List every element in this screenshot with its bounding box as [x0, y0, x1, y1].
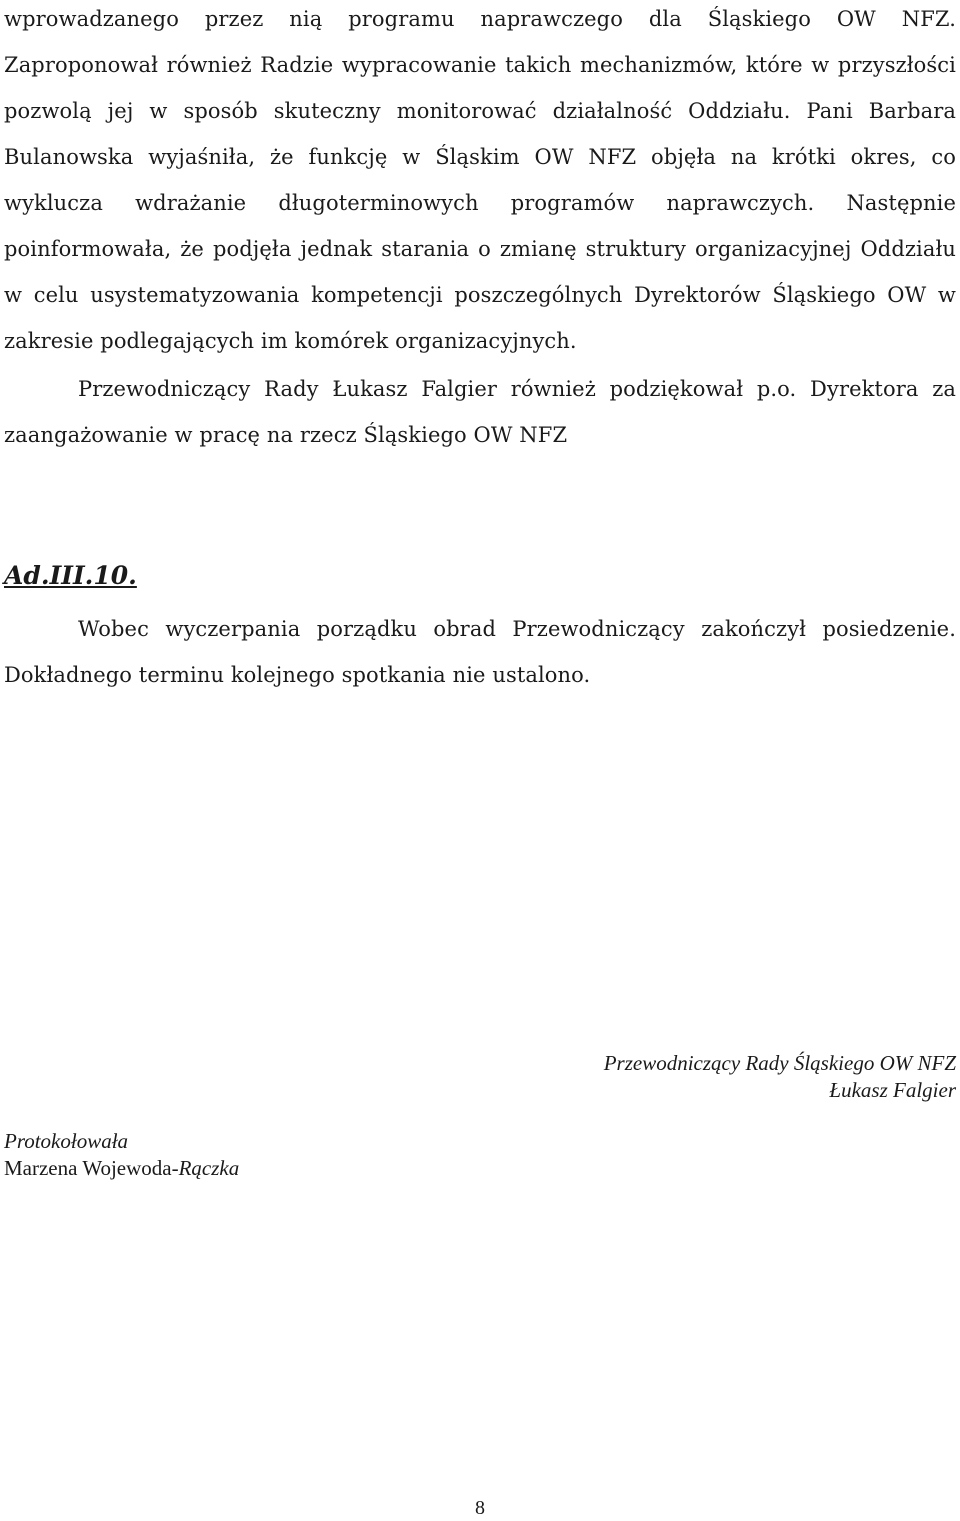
paragraph-text: Przewodniczący Rady Łukasz Falgier również podziękował p.o. Dyrektora za zaangażowanie w pracę na rzecz Śląskiego OW NFZ	[4, 377, 956, 447]
recorder-name-last: Rączka	[178, 1156, 240, 1180]
recorder-name	[4, 1155, 239, 1182]
recorder-role: Protokołowała	[4, 1129, 129, 1153]
chairman-title: Przewodniczący Rady Śląskiego OW NFZ	[603, 1051, 956, 1075]
recorder-signature-block	[4, 1128, 239, 1182]
paragraph-closing	[4, 606, 956, 698]
section-heading: Ad.III.10.	[4, 561, 137, 590]
recorder-name-first: Marzena Wojewoda-	[4, 1156, 179, 1180]
chairman-name: Łukasz Falgier	[829, 1078, 956, 1102]
paragraph-chairman-thanks	[4, 366, 956, 458]
paragraph-board-discussion	[4, 0, 956, 364]
chairman-signature-block	[604, 1050, 956, 1104]
paragraph-text: Wobec wyczerpania porządku obrad Przewodniczący zakończył posiedzenie. Dokładnego terminu kolejnego spotkania nie ustalono.	[4, 617, 956, 687]
page-number: 8	[475, 1497, 485, 1519]
paragraph-text: wprowadzanego przez nią programu naprawczego dla Śląskiego OW NFZ. Zaproponował również Radzie wypracowanie takich mechanizmów, które w przyszłości pozwolą jej w sposób skuteczny monitorować działalność Oddziału. Pani Barbara Bulanowska wyjaśniła, że funkcję w Śląskim OW NFZ objęła na krótki okres, co wyklucza wdrażanie długoterminowych programów naprawczych. Następnie poinformowała, że podjęła jednak starania o zmianę struktury organizacyjnej Oddziału w celu usystematyzowania kompetencji poszczególnych Dyrektorów Śląskiego OW w zakresie podlegających im komórek organizacyjnych.	[4, 7, 956, 353]
